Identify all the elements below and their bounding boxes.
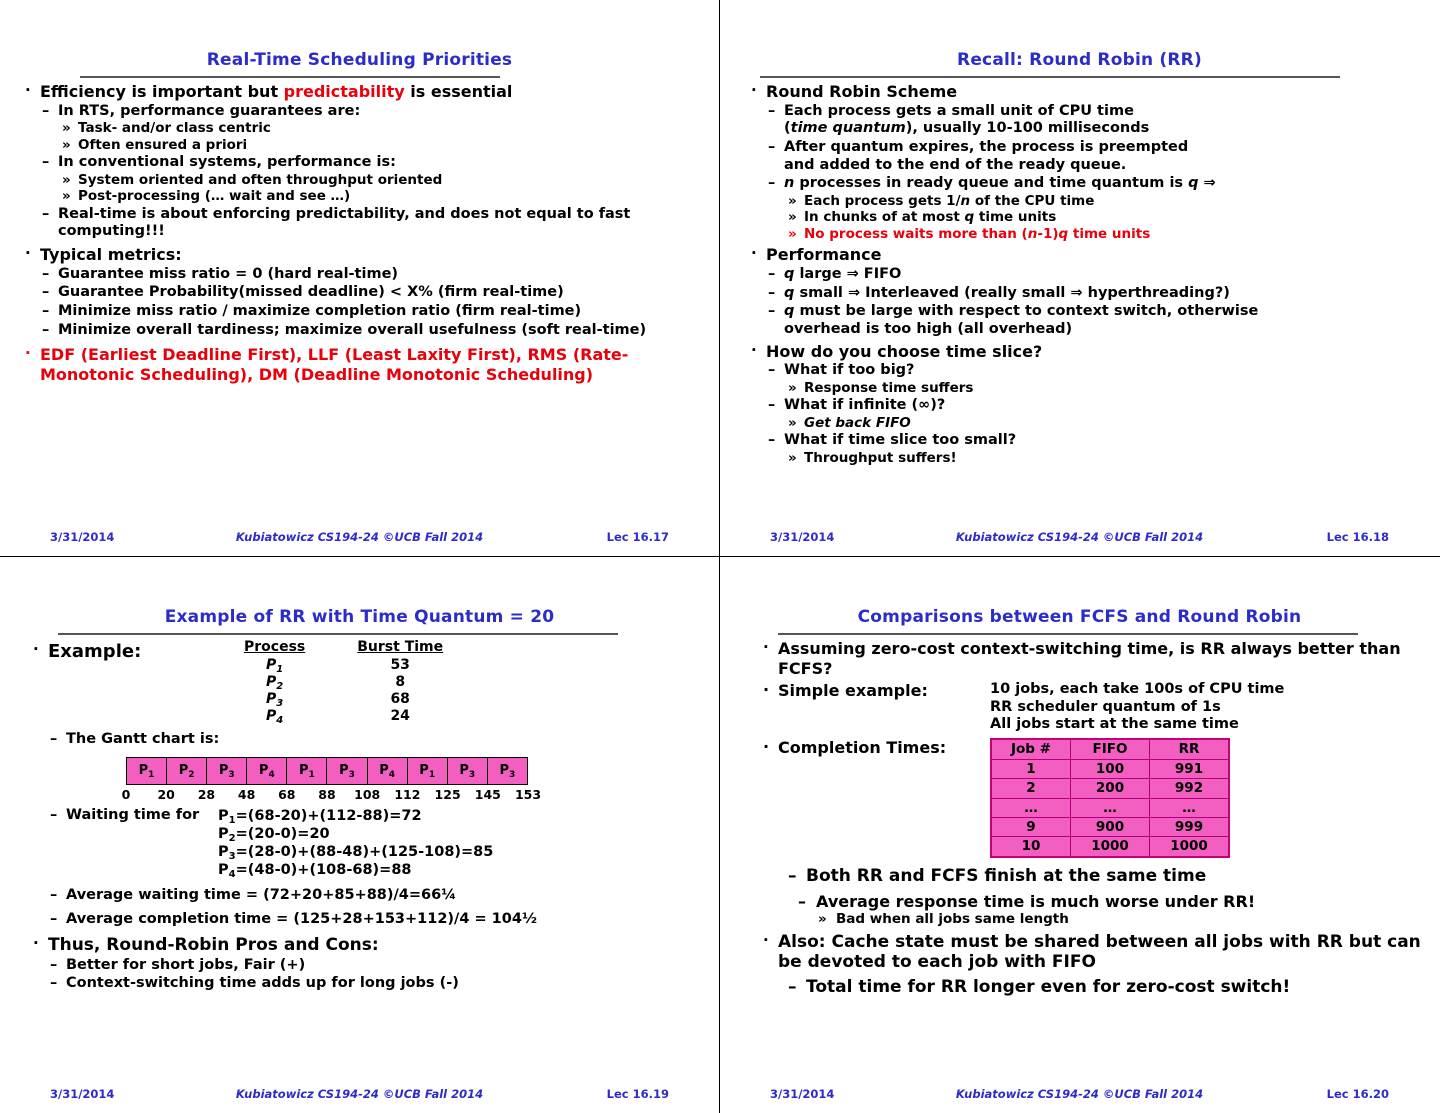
gantt-cell: $P_3$ xyxy=(327,758,367,784)
slide-footer xyxy=(720,530,1439,544)
dash-icon: – xyxy=(50,975,58,992)
bullet xyxy=(748,303,1425,338)
process-burst-table xyxy=(218,639,469,725)
bullet-text: Better for short jobs, Fair (+) xyxy=(66,956,306,973)
bullet xyxy=(30,911,705,929)
tick-label: 145 xyxy=(474,786,501,802)
footer-attribution: Kubiatowicz CS194-24 ©UCB Fall 2014 xyxy=(955,1087,1204,1101)
bullet-text: What if time slice too small? xyxy=(784,432,1017,449)
dash-icon: – xyxy=(798,891,806,911)
bullet-text-pre: Efficiency is important but xyxy=(40,82,284,101)
line: 10 jobs, each take 100s of CPU time xyxy=(990,681,1285,698)
dash-icon: – xyxy=(42,303,50,320)
cell-process: $P_1$ xyxy=(266,657,284,676)
bullet-text: Bad when all jobs same length xyxy=(836,911,1069,928)
bullet xyxy=(748,266,1425,284)
tick-label: 48 xyxy=(237,786,256,802)
bullet-text: What if too big? xyxy=(784,362,915,379)
bullet xyxy=(748,193,1425,209)
table-row xyxy=(218,708,469,725)
bullet-text: Often ensured a priori xyxy=(78,136,248,153)
footer-lecture-number: Lec 16.17 xyxy=(606,530,669,544)
label-text: Waiting time for xyxy=(66,806,200,823)
bullet-text: Minimize miss ratio / maximize completion ratio (firm real-time) xyxy=(58,303,582,320)
cell-fifo: … xyxy=(1071,798,1150,817)
bullet-text: After quantum expires, the process is preempted and added to the end of the ready queue. xyxy=(784,138,1189,173)
bullet-dot-icon: · xyxy=(25,344,31,363)
cell-fifo: 200 xyxy=(1071,779,1150,798)
bullet xyxy=(760,639,1425,678)
chevron-icon: » xyxy=(62,188,71,205)
bullet-text: Example: xyxy=(48,641,142,662)
cell-rr: 1000 xyxy=(1150,837,1230,857)
cell-fifo: 900 xyxy=(1071,817,1150,836)
bullet xyxy=(22,188,705,204)
bullet xyxy=(22,284,705,302)
bullet-text: Average waiting time = (72+20+85+88)/4=66¼ xyxy=(66,887,457,904)
bullet xyxy=(22,154,705,172)
cell-job: … xyxy=(991,798,1071,817)
bullet-text: Context-switching time adds up for long jobs (-) xyxy=(66,975,459,992)
slide-real-time-scheduling-priorities xyxy=(0,0,719,556)
bullet-text: Guarantee Probability(missed deadline) < X% (firm real-time) xyxy=(58,284,564,301)
bullet xyxy=(748,432,1425,450)
cell-job: 10 xyxy=(991,837,1071,857)
bullet-text: n processes in ready queue and time quantum is q ⇒ xyxy=(784,175,1216,192)
bullet-text: Minimize overall tardiness; maximize overall usefulness (soft real-time) xyxy=(58,321,647,338)
column-header-rr: RR xyxy=(1150,739,1230,759)
gantt-cell: $P_1$ xyxy=(127,758,167,784)
slide-footer xyxy=(0,1087,719,1101)
line: RR scheduler quantum of 1s xyxy=(990,698,1221,715)
bullet xyxy=(30,731,705,749)
tick-label: 112 xyxy=(394,786,421,802)
gantt-cell: $P_4$ xyxy=(247,758,287,784)
bullet-text: Average completion time = (125+28+153+112)/4 = 104½ xyxy=(66,911,537,928)
cell-job: 1 xyxy=(991,759,1071,778)
footer-date: 3/31/2014 xyxy=(770,530,835,544)
cell-rr: 992 xyxy=(1150,779,1230,798)
table-row xyxy=(218,691,469,708)
column-header-burst: Burst Time xyxy=(357,639,444,655)
table-row xyxy=(991,837,1229,857)
bullet-text: Performance xyxy=(766,245,882,265)
gantt-cell: $P_1$ xyxy=(408,758,448,784)
bullet-text: q small ⇒ Interleaved (really small ⇒ hyperthreading?) xyxy=(784,284,1230,301)
bullet-text: In conventional systems, performance is: xyxy=(58,154,396,171)
footer-lecture-number: Lec 16.20 xyxy=(1326,1087,1389,1101)
bullet-text: Response time suffers xyxy=(804,379,974,396)
chevron-icon: » xyxy=(788,225,797,242)
slide-body xyxy=(0,82,719,384)
bullet-text: Round Robin Scheme xyxy=(766,82,958,101)
bullet-dot-icon: · xyxy=(763,930,769,949)
completion-times-table xyxy=(990,738,1230,858)
bullet-dot-icon: · xyxy=(763,680,770,700)
slide-footer xyxy=(0,530,719,544)
bullet-text: q must be large with respect to context switch, otherwise overhead is too high (all overhead) xyxy=(784,303,1259,337)
cell-burst: 8 xyxy=(395,674,406,691)
bullet-text: What if infinite (∞)? xyxy=(784,397,946,414)
dash-icon: – xyxy=(768,265,776,282)
tick-label: 88 xyxy=(318,786,336,802)
cell-burst: 24 xyxy=(390,708,410,725)
equation: $P_1=(68-20)+(112-88)=72$ xyxy=(218,807,422,826)
dash-icon: – xyxy=(50,731,58,748)
bullet xyxy=(22,103,705,121)
waiting-time-equations xyxy=(218,807,493,880)
chevron-icon: » xyxy=(788,450,797,467)
bullet xyxy=(22,172,705,188)
tick-label: 28 xyxy=(197,786,216,802)
page-title: Recall: Round Robin (RR) xyxy=(957,50,1202,70)
completion-times-label xyxy=(760,738,990,858)
bullet xyxy=(748,380,1425,396)
footer-attribution: Kubiatowicz CS194-24 ©UCB Fall 2014 xyxy=(235,530,484,544)
bullet-highlight: predictability xyxy=(283,82,405,101)
bullet-highlighted xyxy=(748,226,1425,242)
cell-process: $P_2$ xyxy=(266,674,284,693)
gantt-cell: $P_2$ xyxy=(167,758,207,784)
chevron-icon: » xyxy=(788,192,797,209)
bullet-dot-icon: · xyxy=(763,638,769,656)
chevron-icon: » xyxy=(62,120,71,137)
bullet xyxy=(748,285,1425,303)
waiting-time-label xyxy=(30,807,218,880)
bullet xyxy=(748,139,1425,174)
bullet-text: Thus, Round-Robin Pros and Cons: xyxy=(48,934,379,955)
bullet-text: Typical metrics: xyxy=(40,245,182,265)
slide-body xyxy=(720,82,1439,467)
bullet-dot-icon: · xyxy=(33,933,39,952)
cell-burst: 68 xyxy=(390,691,410,708)
dash-icon: – xyxy=(42,102,50,119)
dash-icon: – xyxy=(768,397,776,414)
simple-example-lines xyxy=(990,681,1284,734)
bullet-text: System oriented and often throughput oriented xyxy=(78,171,443,188)
bullet xyxy=(748,82,1425,102)
bullet-text: Post-processing (… wait and see …) xyxy=(78,188,351,205)
gantt-chart xyxy=(126,757,528,785)
dash-icon: – xyxy=(768,138,776,155)
bullet xyxy=(22,206,705,241)
table-row xyxy=(991,779,1229,798)
table-row xyxy=(991,759,1229,778)
label-text: Simple example: xyxy=(778,681,928,701)
table-row xyxy=(991,817,1229,836)
tick-label: 20 xyxy=(157,786,175,802)
bullet-dot-icon: · xyxy=(751,244,757,263)
waiting-time-block xyxy=(30,807,705,880)
simple-example-label xyxy=(760,681,990,734)
bullet xyxy=(748,450,1425,466)
bullet xyxy=(748,175,1425,193)
dash-icon: – xyxy=(768,284,776,301)
equation: $P_2=(20-0)=20$ xyxy=(218,826,330,845)
bullet xyxy=(22,266,705,284)
line: All jobs start at the same time xyxy=(990,716,1239,733)
bullet xyxy=(30,935,705,956)
cell-rr: 991 xyxy=(1150,759,1230,778)
chevron-icon: » xyxy=(818,911,827,928)
cell-rr: 999 xyxy=(1150,817,1230,836)
dash-icon: – xyxy=(42,205,50,222)
bullet xyxy=(760,977,1425,998)
dash-icon: – xyxy=(768,175,776,192)
gantt-cell: $P_3$ xyxy=(448,758,488,784)
equation: $P_3=(28-0)+(88-48)+(125-108)=85$ xyxy=(218,844,494,863)
tick-label: 108 xyxy=(354,786,381,802)
bullet xyxy=(748,362,1425,380)
bullet-text: Task- and/or class centric xyxy=(78,120,271,137)
bullet xyxy=(22,137,705,153)
cell-burst: 53 xyxy=(390,657,410,674)
dash-icon: – xyxy=(768,432,776,449)
dash-icon: – xyxy=(42,321,50,338)
cell-fifo: 100 xyxy=(1071,759,1150,778)
slide-recall-round-robin xyxy=(720,0,1439,556)
bullet xyxy=(748,209,1425,225)
bullet-text: q large ⇒ FIFO xyxy=(784,265,902,282)
bullet-text: In RTS, performance guarantees are: xyxy=(58,102,361,119)
slide-footer xyxy=(720,1087,1439,1101)
bullet-text-post: is essential xyxy=(404,82,513,101)
slide-body xyxy=(0,639,719,993)
footer-attribution: Kubiatowicz CS194-24 ©UCB Fall 2014 xyxy=(235,1087,484,1101)
slide-example-rr-quantum-20 xyxy=(0,557,719,1113)
dash-icon: – xyxy=(50,956,58,973)
bullet-text: Assuming zero-cost context-switching time, is RR always better than FCFS? xyxy=(778,639,1401,678)
bullet-text: Real-time is about enforcing predictability, and does not equal to fast computing!!! xyxy=(58,205,631,240)
bullet-dot-icon: · xyxy=(25,244,31,263)
title-rule xyxy=(58,633,618,635)
bullet xyxy=(748,342,1425,362)
gantt-cell: $P_3$ xyxy=(207,758,247,784)
bullet-text: In chunks of at most q time units xyxy=(804,209,1057,226)
bullet xyxy=(30,975,705,993)
gantt-cell: $P_3$ xyxy=(499,763,516,780)
bullet-dot-icon: · xyxy=(25,81,31,99)
bullet xyxy=(22,82,705,102)
bullet xyxy=(30,957,705,975)
chevron-icon: » xyxy=(788,379,797,396)
bullet-dot-icon: · xyxy=(751,81,757,99)
dash-icon: – xyxy=(768,102,776,119)
bullet-dot-icon: · xyxy=(763,737,770,757)
dash-icon: – xyxy=(788,865,797,886)
footer-date: 3/31/2014 xyxy=(50,1087,115,1101)
title-rule xyxy=(80,76,500,78)
completion-times-block xyxy=(760,738,1425,858)
bullet xyxy=(748,397,1425,415)
dash-icon: – xyxy=(42,265,50,282)
column-header-job: Job # xyxy=(991,739,1071,759)
footer-date: 3/31/2014 xyxy=(50,530,115,544)
dash-icon: – xyxy=(42,284,50,301)
slide-body xyxy=(720,639,1439,998)
footer-lecture-number: Lec 16.19 xyxy=(606,1087,669,1101)
bullet-text: Total time for RR longer even for zero-cost switch! xyxy=(806,977,1291,998)
table-row xyxy=(218,657,469,674)
gantt-axis-ticks xyxy=(121,785,542,803)
footer-lecture-number: Lec 16.18 xyxy=(1326,530,1389,544)
bullet-text: The Gantt chart is: xyxy=(66,731,220,748)
cell-process: $P_4$ xyxy=(266,708,284,727)
table-row xyxy=(991,798,1229,817)
slide-comparisons-fcfs-rr xyxy=(720,557,1439,1113)
bullet xyxy=(760,892,1425,912)
dash-icon: – xyxy=(768,303,776,320)
bullet xyxy=(30,641,178,663)
column-header-fifo: FIFO xyxy=(1071,739,1150,759)
chevron-icon: » xyxy=(62,136,71,153)
bullet-text: Average response time is much worse under RR! xyxy=(816,891,1256,911)
bullet-text: How do you choose time slice? xyxy=(766,341,1043,361)
page-title: Comparisons between FCFS and Round Robin xyxy=(857,607,1302,627)
bullet xyxy=(30,887,705,905)
footer-date: 3/31/2014 xyxy=(770,1087,835,1101)
chevron-icon: » xyxy=(788,209,797,226)
tick-label: 68 xyxy=(278,786,296,802)
cell-process: $P_3$ xyxy=(266,691,284,710)
bullet-text: EDF (Earliest Deadline First), LLF (Least Laxity First), RMS (Rate-Monotonic Scheduling), DM (Deadline Monotonic Scheduling) xyxy=(40,345,629,384)
chevron-icon: » xyxy=(788,414,797,431)
dash-icon: – xyxy=(42,154,50,171)
bullet-text: Get back FIFO xyxy=(804,414,911,431)
bullet-text: Each process gets a small unit of CPU time (time quantum), usually 10-100 milliseconds xyxy=(784,102,1150,137)
bullet xyxy=(22,303,705,321)
bullet-text: No process waits more than (n-1)q time units xyxy=(804,225,1151,242)
tick-label: 125 xyxy=(434,786,461,802)
table-header-row xyxy=(991,739,1229,759)
bullet xyxy=(760,932,1425,973)
bullet xyxy=(760,866,1425,887)
gantt-cell: $P_1$ xyxy=(287,758,327,784)
dash-icon: – xyxy=(788,977,797,998)
bullet xyxy=(748,245,1425,265)
simple-example-block xyxy=(760,681,1425,734)
title-rule xyxy=(760,76,1340,78)
page-title: Example of RR with Time Quantum = 20 xyxy=(164,607,555,627)
bullet xyxy=(748,415,1425,431)
bullet-text: Throughput suffers! xyxy=(804,450,957,467)
dash-icon: – xyxy=(768,362,776,379)
cell-rr: … xyxy=(1150,798,1230,817)
table-header-row xyxy=(218,639,469,657)
bullet xyxy=(760,911,1425,927)
cell-job: 2 xyxy=(991,779,1071,798)
gantt-cell: $P_4$ xyxy=(368,758,408,784)
bullet-text: Guarantee miss ratio = 0 (hard real-time) xyxy=(58,265,399,282)
bullet-dot-icon: · xyxy=(33,640,39,658)
cell-fifo: 1000 xyxy=(1071,837,1150,857)
page-title: Real-Time Scheduling Priorities xyxy=(206,50,513,70)
column-header-process: Process xyxy=(244,639,306,655)
table-row xyxy=(218,674,469,691)
tick-label: 0 xyxy=(121,786,131,802)
dash-icon: – xyxy=(50,911,58,928)
footer-attribution: Kubiatowicz CS194-24 ©UCB Fall 2014 xyxy=(955,530,1204,544)
title-rule xyxy=(778,633,1358,635)
cell-job: 9 xyxy=(991,817,1071,836)
bullet-text: Also: Cache state must be shared between all jobs with RR but can be devoted to each job with FIFO xyxy=(778,931,1421,973)
bullet-text: Both RR and FCFS finish at the same time xyxy=(806,865,1207,886)
bullet-dot-icon: · xyxy=(751,340,757,359)
bullet xyxy=(22,245,705,265)
equation: $P_4=(48-0)+(108-68)=88$ xyxy=(218,862,412,881)
label-text: Completion Times: xyxy=(778,738,947,758)
bullet xyxy=(22,120,705,136)
bullet-highlighted xyxy=(22,345,705,384)
dash-icon: – xyxy=(50,806,58,823)
chevron-icon: » xyxy=(62,171,71,188)
bullet xyxy=(22,322,705,340)
bullet-text: Each process gets 1/n of the CPU time xyxy=(804,192,1095,209)
dash-icon: – xyxy=(50,887,58,904)
bullet xyxy=(748,103,1425,138)
tick-label: 153 xyxy=(514,786,542,802)
